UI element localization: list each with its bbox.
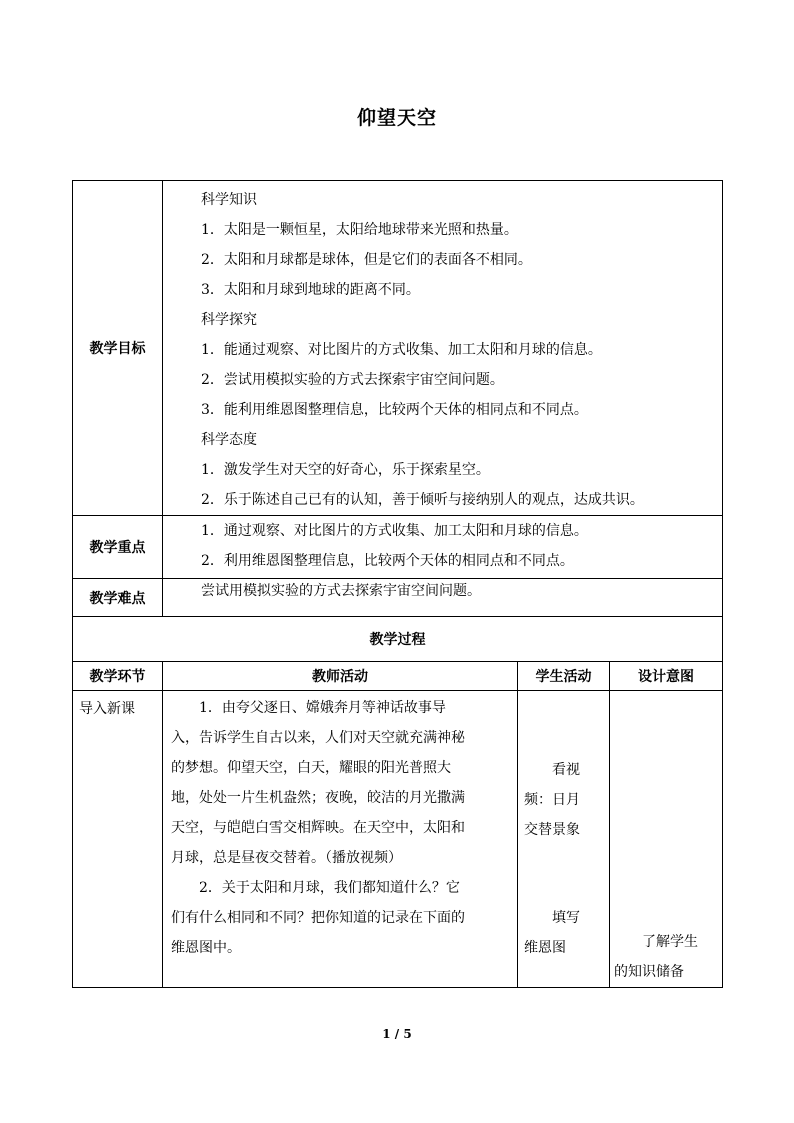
objectives-row [73,181,723,516]
process-title-row [73,617,723,662]
objective-item: 1．能通过观察、对比图片的方式收集、加工太阳和月球的信息。 [201,342,602,358]
teacher-line: 的梦想。仰望天空，白天，耀眼的阳光普照大 [171,760,451,776]
student-line: 看视 [524,762,580,778]
student-line: 频：日月 [524,792,580,808]
teacher-line: 2．关于太阳和月球，我们都知道什么？它 [171,880,460,896]
design-line: 了解学生 [614,934,698,950]
student-line: 交替景象 [524,822,580,838]
teacher-line: 1．由夸父逐日、嫦娥奔月等神话故事导 [171,700,446,716]
page-title: 仰望天空 [356,107,437,129]
stage-label: 导入新课 [79,701,135,717]
objective-item: 2．乐于陈述自己已有的认知，善于倾听与接纳别人的观点，达成共识。 [201,492,644,508]
teacher-activity-cell [163,691,518,988]
objective-item: 3．能利用维恩图整理信息，比较两个天体的相同点和不同点。 [201,402,588,418]
process-row [73,691,723,988]
process-header-row [73,662,723,691]
column-header-student: 学生活动 [518,662,610,691]
teacher-line: 们有什么相同和不同？把你知道的记录在下面的 [171,910,465,926]
objective-item: 3．太阳和月球到地球的距离不同。 [201,282,420,298]
key-points-row [73,516,723,579]
column-header-design: 设计意图 [610,662,723,691]
objective-item: 2．尝试用模拟实验的方式去探索宇宙空间问题。 [201,372,504,388]
key-point-item: 2．利用维恩图整理信息，比较两个天体的相同点和不同点。 [201,553,574,569]
objectives-heading-inquiry: 科学探究 [201,312,257,328]
design-intent-cell [610,691,723,988]
column-header-stage: 教学环节 [73,662,163,691]
difficulty-label: 教学难点 [73,579,163,617]
teacher-line: 月球，总是昼夜交替着。（播放视频） [171,850,402,866]
teacher-line: 维恩图中。 [171,940,241,956]
teacher-line: 入，告诉学生自古以来，人们对天空就充满神秘 [171,730,465,746]
process-title: 教学过程 [73,617,723,662]
page-number: 1 / 5 [382,1027,412,1041]
objectives-label: 教学目标 [73,181,163,516]
student-line: 填写 [524,910,580,926]
student-line [524,875,605,905]
key-points-label: 教学重点 [73,516,163,579]
student-line [524,845,605,875]
design-line: 的知识储备 [614,964,684,980]
objective-item: 1．太阳是一颗恒星，太阳给地球带来光照和热量。 [201,222,518,238]
column-header-teacher: 教师活动 [163,662,518,691]
objective-item: 2．太阳和月球都是球体，但是它们的表面各不相同。 [201,252,532,268]
objective-item: 1．激发学生对天空的好奇心，乐于探索星空。 [201,462,490,478]
objectives-content [163,181,723,516]
teacher-line: 天空，与皑皑白雪交相辉映。在天空中，太阳和 [171,820,465,836]
stage-cell [73,691,163,988]
student-activity-cell [518,691,610,988]
key-point-item: 1．通过观察、对比图片的方式收集、加工太阳和月球的信息。 [201,523,588,539]
key-points-content [163,516,723,579]
teacher-line: 地，处处一片生机盎然；夜晚，皎洁的月光撒满 [171,790,465,806]
difficulty-row [73,579,723,617]
lesson-plan-table [72,180,723,988]
objectives-heading-knowledge: 科学知识 [201,192,257,208]
objectives-heading-attitude: 科学态度 [201,432,257,448]
student-line: 维恩图 [524,940,566,956]
difficulty-text: 尝试用模拟实验的方式去探索宇宙空间问题。 [163,579,723,617]
